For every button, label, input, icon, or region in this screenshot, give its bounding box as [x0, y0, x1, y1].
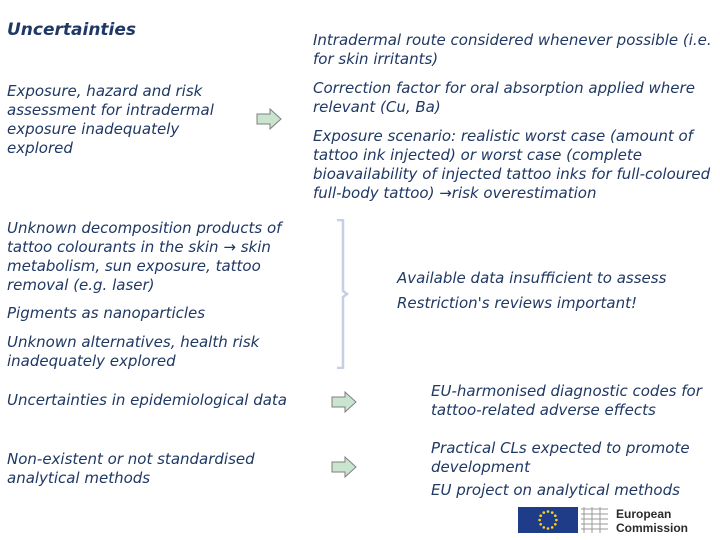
- uncertainty-pigments: Pigments as nanoparticles: [7, 304, 206, 322]
- page-title: Uncertainties: [7, 20, 137, 40]
- logo-line-2: Commission: [616, 521, 689, 535]
- uncertainty-decomposition-text: Unknown decomposition products of tattoo colourants in the skin: [7, 219, 282, 256]
- response-scenario-text: Exposure scenario: realistic worst case (amount of tattoo ink injected) or worst case (complete bioavailability of injected tattoo inks for full-coloured full-body tattoo): [313, 127, 711, 202]
- uncertainty-analytical: Non-existent or not standardised analytical methods: [7, 450, 255, 487]
- uncertainty-decomposition: [7, 219, 307, 295]
- inline-arrow-icon: →: [223, 238, 236, 256]
- inline-arrow-icon: →: [439, 184, 452, 202]
- right-block-arrow-icon: [256, 108, 282, 130]
- european-commission-logo: [518, 505, 718, 535]
- curly-bracket: [336, 219, 350, 369]
- right-block-arrow-icon: [331, 456, 357, 478]
- response-intradermal: Intradermal route considered whenever possible (i.e. for skin irritants): [313, 31, 712, 68]
- uncertainty-decomposition-text-2: skin metabolism, sun exposure, tattoo removal (e.g. laser): [7, 238, 271, 294]
- uncertainty-alternatives: Unknown alternatives, health risk inadequately explored: [7, 333, 260, 370]
- response-correction: Correction factor for oral absorption applied where relevant (Cu, Ba): [313, 79, 695, 116]
- response-diagnostic: EU-harmonised diagnostic codes for tattoo-related adverse effects: [431, 382, 702, 419]
- logo-line-1: European: [616, 507, 672, 521]
- response-scenario-text-2: risk overestimation: [451, 184, 597, 202]
- response-insufficient: Available data insufficient to assess: [397, 269, 667, 287]
- response-scenario: [313, 127, 713, 203]
- response-eu-project: EU project on analytical methods: [431, 481, 680, 499]
- right-block-arrow-icon: [331, 391, 357, 413]
- response-cls: Practical CLs expected to promote development: [431, 439, 690, 476]
- uncertainty-exposure: Exposure, hazard and risk assessment for intradermal exposure inadequately explored: [7, 82, 214, 157]
- response-restriction: Restriction's reviews important!: [397, 294, 638, 312]
- uncertainty-epidemiology: Uncertainties in epidemiological data: [7, 391, 287, 409]
